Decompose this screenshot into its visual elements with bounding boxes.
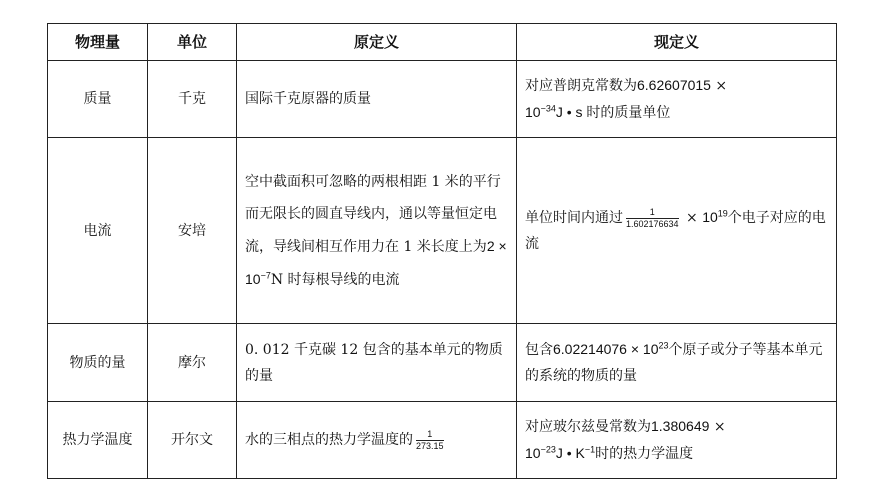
table-row [48,402,837,479]
number: 6.02214076 × [553,341,643,357]
fraction [626,207,679,230]
power-base: 10 [642,341,659,357]
cell-old-definition: 国际千克原器的质量 [237,61,517,138]
cell-unit: 摩尔 [148,324,237,402]
number: 6.62607015 [637,77,711,93]
cell-new-definition [517,324,837,402]
power-exponent: −7 [260,269,271,280]
table-row [48,138,837,324]
cell-quantity: 电流 [48,138,148,324]
text: 个原子或分子等基本单元的系统的物质的量 [525,342,823,384]
fraction-denominator: 1.602176634 [626,218,679,229]
cell-quantity: 质量 [48,61,148,138]
fraction-denominator: 273.15 [416,440,444,451]
text: N 时每根导线的电流 [270,271,400,288]
cell-unit: 安培 [148,138,237,324]
power-exponent: −34 [540,103,556,114]
cell-quantity: 物质的量 [48,324,148,402]
cell-quantity: 热力学温度 [48,402,148,479]
text: 单位时间内通过 [525,210,623,226]
header-old-definition: 原定义 [237,24,517,61]
power-exponent: −23 [540,444,556,455]
text: 对应普朗克常数为 [525,78,637,94]
header-quantity: 物理量 [48,24,148,61]
power-base: 10 [525,104,541,120]
text: 空中截面积可忽略的两根相距 1 米的平行而无限长的圆直导线内，通以等量恒定电流，导线间相互作用力在 1 米长度上为 [245,173,501,255]
header-unit: 单位 [148,24,237,61]
text: 对应玻尔兹曼常数为 [525,419,651,435]
power-exponent: 19 [717,208,728,219]
text: 时的热力学温度 [595,446,694,462]
table-row [48,324,837,402]
times: × [681,210,703,226]
power-base: 10 [702,209,718,225]
table-row [48,61,837,138]
cell-new-definition [517,138,837,324]
header-row [48,24,837,61]
power-base: 10 [525,445,541,461]
si-units-table [47,23,837,479]
times: × [710,78,728,94]
unit-exponent: −1 [584,444,596,455]
number: 1.380649 [651,418,710,434]
text: 水的三相点的热力学温度的 [245,432,413,448]
times: × [709,419,726,435]
text: 个电子对应的电流 [525,210,826,252]
cell-old-definition [237,138,517,324]
cell-old-definition [237,402,517,479]
header-new-definition: 现定义 [517,24,837,61]
fraction-numerator: 1 [626,207,679,219]
text: 包含 [525,342,553,358]
fraction [416,429,444,452]
unit-text: J • K [555,445,585,461]
cell-new-definition [517,402,837,479]
power-base: 10 [245,270,261,287]
power-exponent: 23 [658,340,669,351]
cell-old-definition: 0. 012 千克碳 12 包含的基本单元的物质的量 [237,324,517,402]
unit-text: J • s 时的质量单位 [555,104,671,120]
coefficient: 2 × [486,237,507,254]
cell-unit: 开尔文 [148,402,237,479]
fraction-numerator: 1 [416,429,444,441]
cell-new-definition [517,61,837,138]
cell-unit: 千克 [148,61,237,138]
